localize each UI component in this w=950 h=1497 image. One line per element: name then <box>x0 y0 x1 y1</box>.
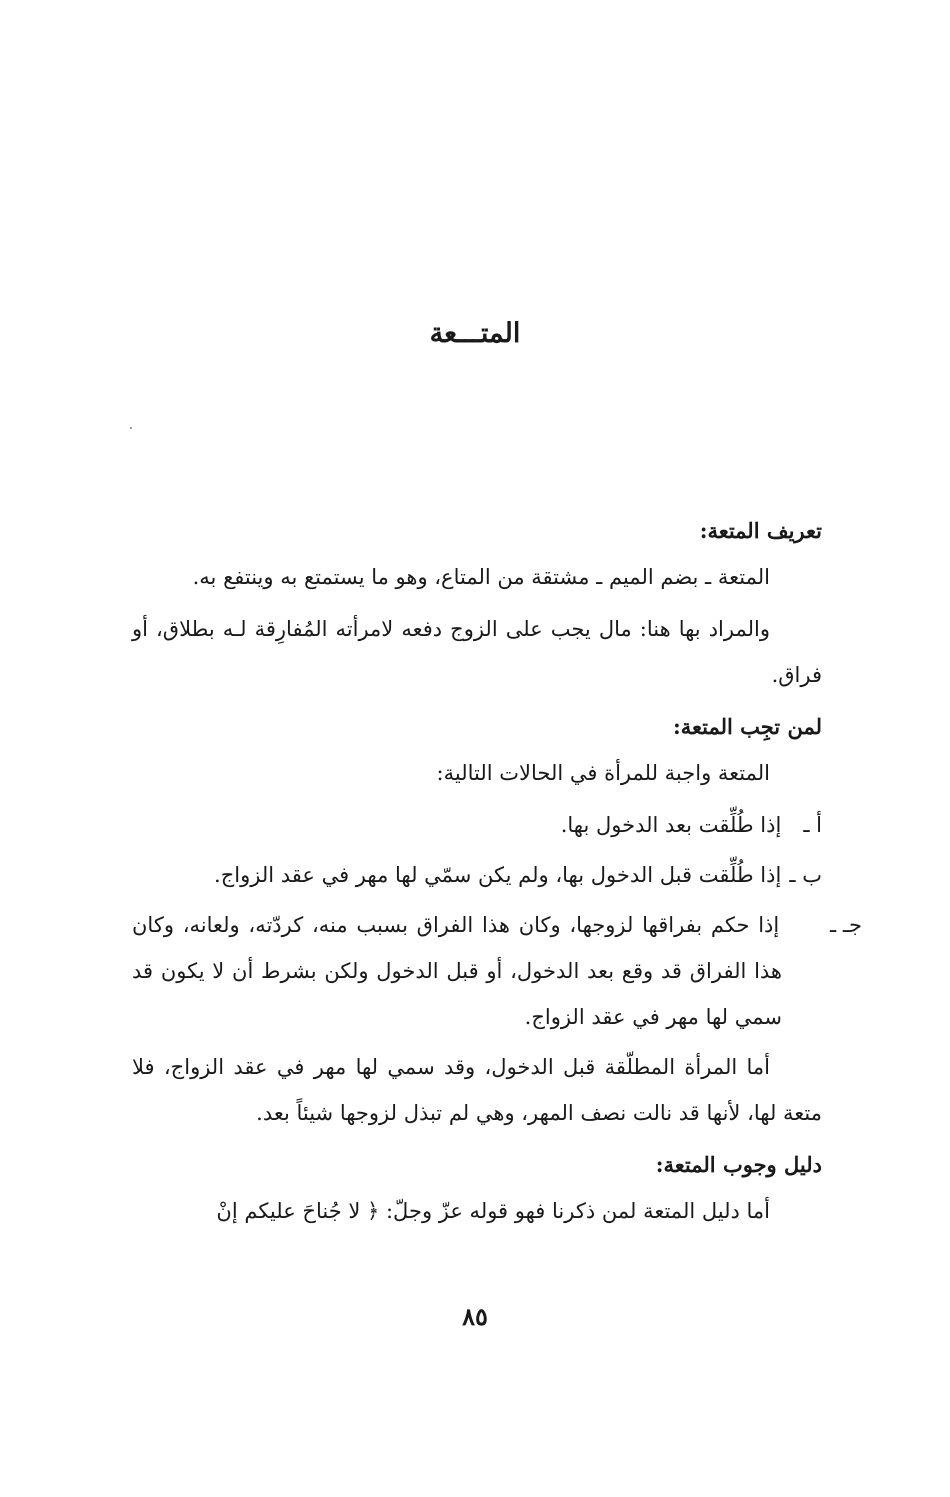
page-number: ٨٥ <box>462 1302 488 1331</box>
who-heading: لمن تجِب المتعة: <box>672 714 822 739</box>
definition-paragraph-1: المتعة ـ بضم الميم ـ مشتقة من المتاع، وهو ما يستمتع به وينتفع به. <box>192 565 770 589</box>
list-item-b <box>132 852 822 898</box>
evidence-heading: دليل وجوب المتعة: <box>655 1152 822 1177</box>
definition-heading: تعريف المتعة: <box>699 518 822 543</box>
list-text-b: إذا طُلِّقت قبل الدخول بها، ولم يكن سمّي لها مهر في عقد الزواج. <box>214 863 782 887</box>
chapter-title: المتـــعة <box>429 318 521 349</box>
list-marker-b: ب ـ <box>789 863 822 887</box>
list-text-c: إذا حكم بفراقها لزوجها، وكان هذا الفراق بسبب منه، كردّته، ولعانه، وكان هذا الفراق قد وقع بعد الدخول، أو قبل الدخول ولكن بشرط أن لا يكون قد سمي لها مهر في عقد الزواج. <box>132 913 782 1029</box>
speck-mark <box>130 427 132 429</box>
list-marker-a: أ ـ <box>803 813 822 837</box>
definition-paragraph-2: والمراد بها هنا: مال يجب على الزوج دفعه لامرأته المُفارِقة لـه بطلاق، أو فراق. <box>132 617 822 687</box>
evidence-paragraph: أما دليل المتعة لمن ذكرنا فهو قوله عزّ وجلّ: ﴿ لا جُناحَ عليكم إنْ <box>216 1199 770 1223</box>
list-item-c <box>132 902 862 1040</box>
list-text-a: إذا طُلِّقت بعد الدخول بها. <box>560 813 782 837</box>
exception-paragraph: أما المرأة المطلّقة قبل الدخول، وقد سمي لها مهر في عقد الزواج، فلا متعة لها، لأنها قد نالت نصف المهر، وهي لم تبذل لزوجها شيئاً بعد. <box>132 1055 822 1125</box>
page-body <box>132 508 862 1240</box>
list-item-a <box>132 802 822 848</box>
list-marker-c: جـ ـ <box>830 913 862 937</box>
who-intro: المتعة واجبة للمرأة في الحالات التالية: <box>436 761 770 785</box>
